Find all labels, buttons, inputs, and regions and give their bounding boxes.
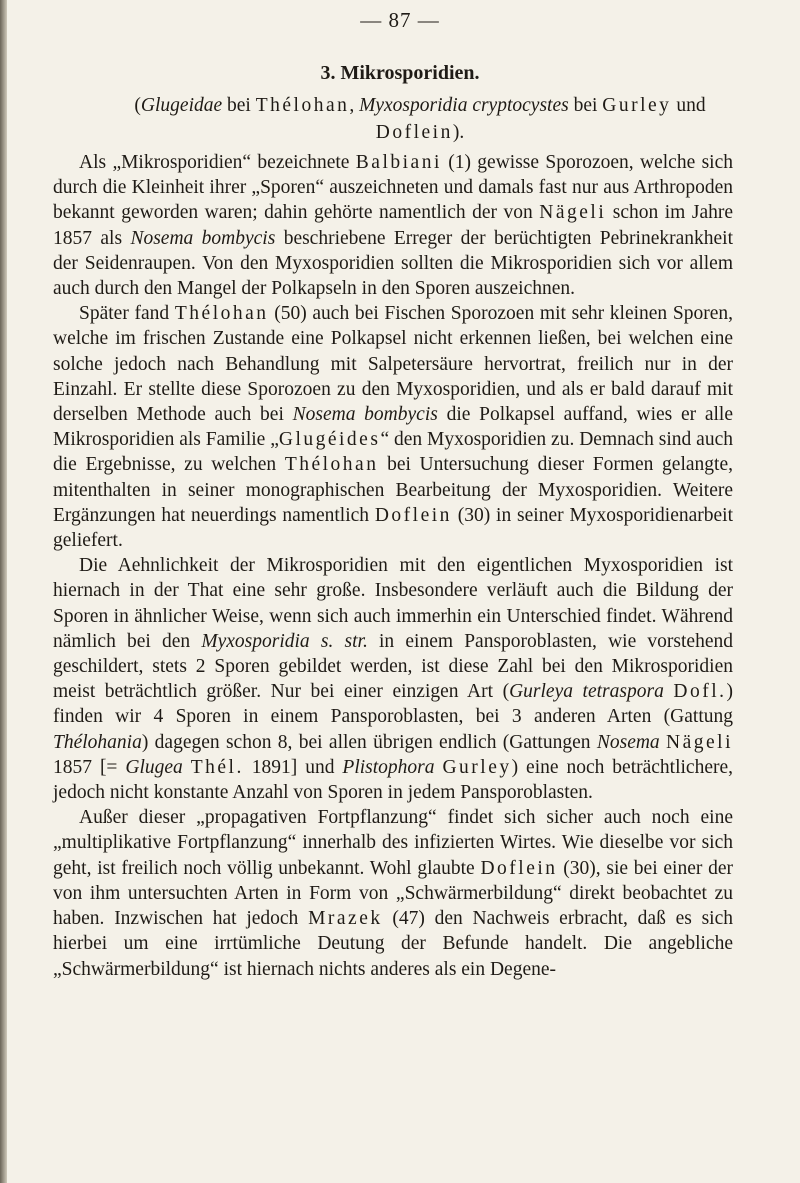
paragraph: Als „Mikrosporidien“ bezeichnete Balbiani (1) gewisse Sporozoen, welche sich durch die Kleinheit ihrer „Sporen“ auszeichneten und damals fast nur aus Arthropoden bekannt geworden waren; dahin gehörte namentlich der von Nägeli schon im Jahre 1857 als Nosema bombycis beschriebene Erreger der berüchtigten Pebrinekrankheit der Seidenraupen. Von den Myxosporidien sollten die Mikrosporidien sich vor allem auch durch den Mangel der Polkapseln in den Sporen auszeichnen. (53, 152, 734, 300)
paragraph: Die Aehnlichkeit der Mikrosporidien mit den eigentlichen Myxosporidien ist hiernach in der That eine sehr große. Insbesondere verläuft auch die Bildung der Sporen in ähnlicher Weise, wenn sich auch immerhin ein Unterschied findet. Während nämlich bei den Myxosporidia s. str. in einem Pansporoblasten, wie vorstehend geschildert, stets 2 Sporen gebildet werden, ist diese Zahl bei den Mikrosporidien meist beträchtlich größer. Nur bei einer einzigen Art (Gurleya tetraspora Dofl.) finden wir 4 Sporen in einem Pansporoblasten, bei 3 anderen Arten (Gattung Thélohania) dagegen schon 8, bei allen übrigen endlich (Gattungen Nosema Nägeli 1857 [= Glugea Thél. 1891] und Plistophora Gurley) eine noch beträchtlichere, jedoch nicht konstante Anzahl von Sporen in jedem Pansporoblasten. (53, 555, 734, 804)
page-binding-edge (0, 0, 7, 1183)
section-title: 3. Mikrosporidien. (320, 62, 480, 84)
paragraph: Später fand Thélohan (50) auch bei Fischen Sporozoen mit sehr kleinen Sporen, welche im frischen Zustande eine Polkapsel nicht erkennen ließen, bei welchen eine solche jedoch nach Behandlung mit Salpetersäure hervortrat, freilich nur in der Einzahl. Er stellte diese Sporozoen zu den Myxosporidien, und als er bald darauf mit derselben Methode auch bei Nosema bombycis die Polkapsel auffand, wies er alle Mikrosporidien als Familie „Glugéides“ den Myxosporidien zu. Demnach sind auch die Ergebnisse, zu welchen Thélohan bei Untersuchung dieser Formen gelangte, mitenthalten in seiner monographischen Bearbeitung der Myxosporidien. Weitere Ergänzungen hat neuerdings namentlich Doflein (30) in seiner Myxosporidienarbeit geliefert. (53, 303, 734, 552)
paragraph: Außer dieser „propagativen Fortpflanzung“ findet sich sicher auch noch eine „multiplikative Fortpflanzung“ innerhalb des infizierten Wirtes. Wie dieselbe vor sich geht, ist freilich noch völlig unbekannt. Wohl glaubte Doflein (30), sie bei einer der von ihm untersuchten Arten in Form von „Schwärmerbildung“ direkt beobachtet zu haben. Inzwischen hat jedoch Mrazek (47) den Nachweis erbracht, daß es sich hierbei um eine irrtümliche Deutung der Befunde handelt. Die angebliche „Schwärmerbildung“ ist hiernach nichts anderes als ein Degene- (53, 807, 733, 980)
body-text (53, 150, 733, 982)
section-subtitle: (Glugeidae bei Thélohan, Myxosporidia cryptocystes bei Gurley und Doflein). (134, 95, 706, 143)
page-number: — 87 — (360, 8, 440, 32)
